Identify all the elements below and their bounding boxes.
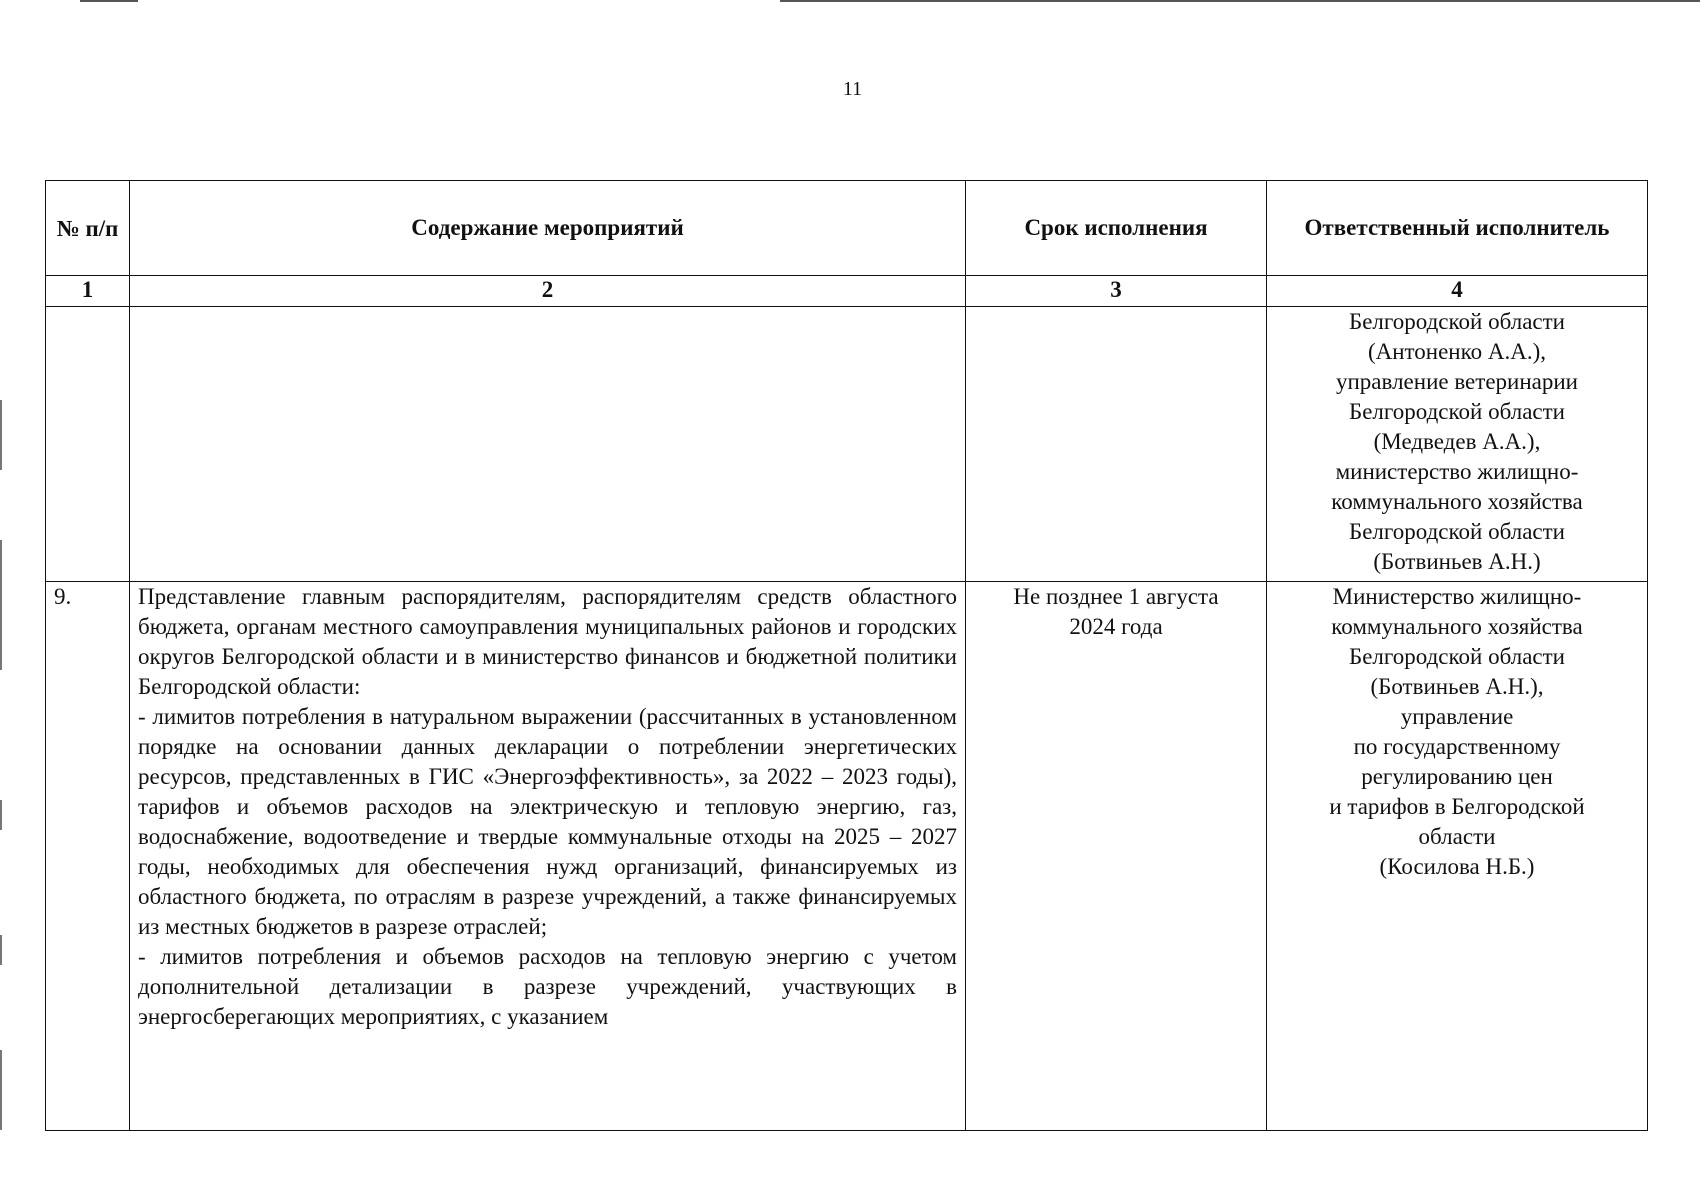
scan-artifact-mark (0, 800, 2, 830)
responsible-line: министерство жилищно- (1335, 459, 1579, 484)
responsible-line: управление (1400, 704, 1514, 729)
responsible-line: коммунального хозяйства (1331, 614, 1583, 639)
column-number: 4 (1267, 276, 1648, 307)
column-numbers-row (46, 276, 1648, 307)
table-row-continued (46, 307, 1648, 582)
cell-content (130, 582, 966, 1131)
responsible-line: (Антоненко А.А.), (1367, 339, 1547, 364)
responsible-line: (Ботвиньев А.Н.) (1373, 549, 1541, 574)
cell-num: 9. (46, 582, 130, 1131)
page-number: 11 (842, 78, 863, 100)
table-header-row (46, 181, 1648, 276)
responsible-line: коммунального хозяйства (1331, 489, 1583, 514)
responsible-line: и тарифов в Белгородской (1329, 794, 1585, 819)
responsible-line: Белгородской области (1349, 399, 1565, 424)
term-line: Не позднее 1 августа (1013, 584, 1219, 609)
header-num: № п/п (46, 181, 130, 276)
responsible-line: управление ветеринарии (1336, 369, 1578, 394)
cell-term-empty (966, 307, 1267, 582)
term-line: 2024 года (1069, 614, 1163, 639)
responsible-line: Министерство жилищно- (1332, 584, 1582, 609)
scan-artifact-mark (0, 400, 2, 470)
scan-artifact-mark (0, 1050, 2, 1130)
cell-responsible (1267, 582, 1648, 1131)
column-number: 2 (130, 276, 966, 307)
column-number: 3 (966, 276, 1267, 307)
responsible-line: Белгородской области (1349, 519, 1565, 544)
scan-artifact-mark (0, 935, 2, 965)
header-term: Срок исполнения (966, 181, 1267, 276)
column-number: 1 (46, 276, 130, 307)
content-paragraph: Представление главным распорядителям, распорядителям средств областного бюджета, органам местного самоуправления муниципальных районов и городских округов Белгородской области и в министерство финансов и бюджетной политики Белгородской области: (138, 584, 957, 699)
responsible-line: Белгородской области (1349, 309, 1565, 334)
header-responsible: Ответственный исполнитель (1267, 181, 1648, 276)
cell-num-empty (46, 307, 130, 582)
scan-artifact-mark (0, 540, 2, 670)
scan-artifact-line (780, 0, 1700, 2)
responsible-line: (Медведев А.А.), (1373, 429, 1541, 454)
content-paragraph: - лимитов потребления и объемов расходов на тепловую энергию с учетом дополнительной детализации в разрезе учреждений, участвующих в энергосберегающих мероприятиях, с указанием (138, 944, 957, 1029)
scan-artifact-line (80, 0, 138, 2)
responsible-line: (Косилова Н.Б.) (1379, 854, 1535, 879)
responsible-line: по государственному (1353, 734, 1561, 759)
responsible-line: области (1418, 824, 1496, 849)
cell-content-empty (130, 307, 966, 582)
cell-responsible (1267, 307, 1648, 582)
header-content: Содержание мероприятий (130, 181, 966, 276)
responsible-line: Белгородской области (1349, 644, 1565, 669)
measures-table (45, 180, 1648, 1131)
table-row-9 (46, 582, 1648, 1131)
content-paragraph: - лимитов потребления в натуральном выражении (рассчитанных в установленном порядке на основании данных декларации о потреблении энергетических ресурсов, представленных в ГИС «Энергоэффективность», за 2022 – 2023 годы), тарифов и объемов расходов на электрическую и тепловую энергию, газ, водоснабжение, водоотведение и твердые коммунальные отходы на 2025 – 2027 годы, необходимых для обеспечения нужд организаций, финансируемых из областного бюджета, по отраслям в разрезе учреждений, а также финансируемых из местных бюджетов в разрезе отраслей; (138, 704, 957, 939)
responsible-line: (Ботвиньев А.Н.), (1370, 674, 1544, 699)
cell-term (966, 582, 1267, 1131)
responsible-line: регулированию цен (1361, 764, 1553, 789)
